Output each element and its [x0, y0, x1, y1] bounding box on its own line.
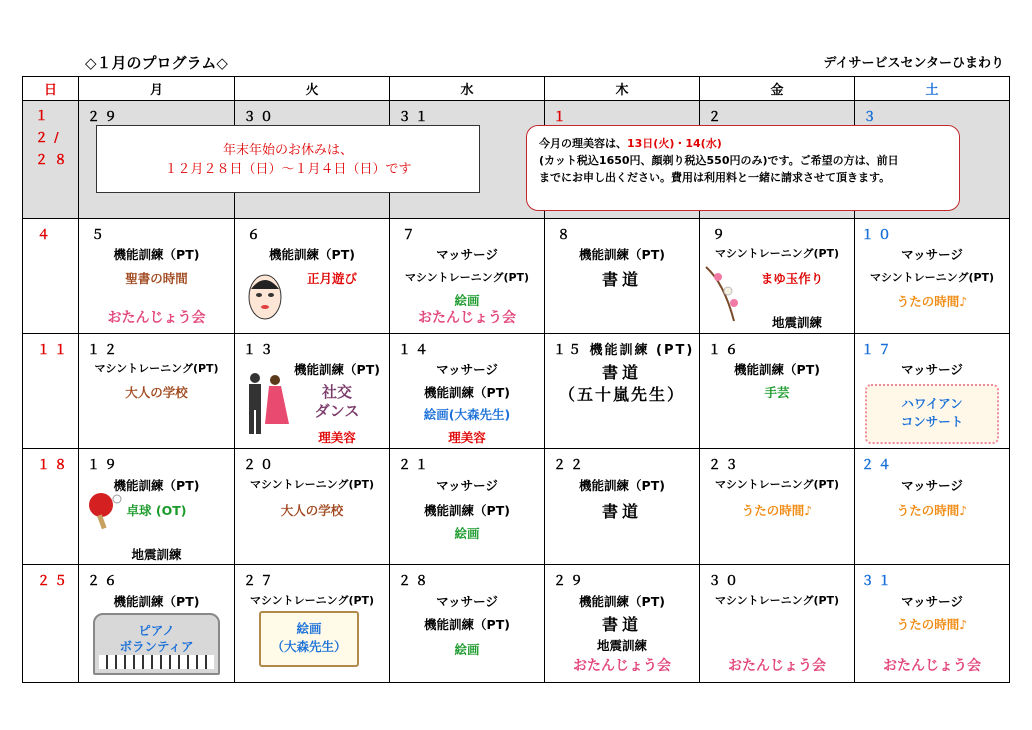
- day-number: ９: [712, 228, 730, 243]
- activity-uta: うたの時間♪: [896, 294, 968, 309]
- weekday-tue: 火: [235, 77, 390, 101]
- activity-massage: マッサージ: [901, 362, 963, 377]
- week-row-3: [23, 334, 1010, 449]
- activity-kinou: 機能訓練（PT): [424, 385, 510, 400]
- activity-kaiga: 絵画: [454, 293, 480, 308]
- activity-kaiga: 絵画: [454, 642, 480, 657]
- activity-kaiga-omori: 絵画(大森先生): [423, 407, 511, 422]
- day-cell: [390, 334, 545, 449]
- activity-massage: マッサージ: [436, 478, 498, 493]
- weekday-fri: 金: [700, 77, 855, 101]
- birthday-banner: おたんじょう会: [418, 310, 516, 326]
- activity-kinou: 機能訓練（PT): [113, 478, 200, 493]
- day-cell: [545, 449, 700, 565]
- activity-machine: マシントレーニング(PT): [249, 594, 375, 607]
- day-number: ３１: [861, 574, 896, 589]
- day-cell: [79, 449, 235, 565]
- day-number: ２４: [861, 458, 896, 473]
- activity-uta: うたの時間♪: [896, 503, 968, 518]
- activity-shodo: 書道: [601, 270, 642, 289]
- activity-otona: 大人の学校: [125, 385, 188, 400]
- day-number: ２９: [87, 110, 122, 125]
- birthday-banner: おたんじょう会: [107, 310, 206, 326]
- activity-dance: ダンス: [314, 402, 360, 420]
- day-number: １１: [37, 343, 72, 358]
- day-number: ７: [402, 228, 420, 243]
- fukuwarai-mask-icon: [245, 269, 285, 325]
- activity-shugei: 手芸: [764, 385, 790, 400]
- dancers-icon: [237, 368, 293, 440]
- activity-mayu: まゆ玉作り: [760, 271, 824, 286]
- activity-shakou: 社交: [321, 383, 352, 401]
- weekday-header-row: [23, 77, 1010, 101]
- day-number: ３: [863, 110, 881, 125]
- activity-massage: マッサージ: [436, 594, 498, 609]
- day-number: ２２: [553, 458, 588, 473]
- day-cell: [855, 334, 1010, 449]
- day-number: ２８: [398, 574, 433, 589]
- day-number: ２: [708, 110, 726, 125]
- activity-kinou: 機能訓練（PT): [579, 594, 665, 609]
- weekday-mon: 月: [79, 77, 235, 101]
- birthday-banner: おたんじょう会: [573, 658, 671, 674]
- day-cell: [855, 565, 1010, 683]
- activity-kinou: 機能訓練（PT): [734, 362, 820, 377]
- day-number: ５: [91, 228, 109, 243]
- activity-omori: （大森先生）: [271, 639, 347, 654]
- day-number: １２/ ２８: [35, 109, 74, 168]
- day-number: ３１: [398, 110, 433, 125]
- activity-kinou: 機能訓練（PT): [424, 617, 510, 632]
- barber-notice: [526, 125, 960, 211]
- activity-concert: コンサート: [900, 414, 964, 429]
- activity-kinou: 機能訓練（PT): [113, 247, 200, 262]
- day-cell: [23, 219, 79, 334]
- day-number: １８: [37, 458, 72, 473]
- activity-uta: うたの時間♪: [896, 617, 968, 632]
- activity-kinou: 機能訓練（PT): [424, 503, 510, 518]
- day-cell: [700, 334, 855, 449]
- day-number: １５ 機能訓練 (PT): [553, 343, 695, 358]
- mayudama-icon: [704, 263, 754, 323]
- day-cell: [545, 334, 700, 449]
- day-number: １２: [87, 343, 122, 358]
- day-cell: [79, 334, 235, 449]
- activity-piano: ピアノ: [138, 623, 175, 638]
- weekday-wed: 水: [390, 77, 545, 101]
- weekday-sat: 土: [855, 77, 1010, 101]
- barber-notice-line2: (カット税込1650円、顔剃り税込550円のみ)です。ご希望の方は、前日: [539, 154, 899, 167]
- week-row-4: [23, 449, 1010, 565]
- activity-riyou: 理美容: [448, 430, 486, 445]
- sketchbook-illustration: [259, 611, 359, 667]
- weekday-thu: 木: [545, 77, 700, 101]
- day-number: ２５: [37, 574, 72, 589]
- activity-hawaiian: ハワイアン: [901, 396, 963, 411]
- activity-seisho: 聖書の時間: [125, 271, 188, 286]
- day-cell: [23, 101, 79, 219]
- activity-takkyu: 卓球 (OT): [126, 503, 187, 518]
- day-cell: [545, 219, 700, 334]
- day-cell: [235, 565, 390, 683]
- day-number: ２７: [243, 574, 278, 589]
- activity-uta: うたの時間♪: [741, 503, 813, 518]
- day-cell: [855, 449, 1010, 565]
- hawaiian-frame: [865, 384, 999, 444]
- activity-kinou: 機能訓練（PT): [579, 478, 665, 493]
- holiday-notice-line2: １２月２８日（日）～１月４日（日）です: [164, 162, 412, 177]
- holiday-notice-line1: 年末年始のお休みは、: [222, 143, 353, 158]
- day-number: １４: [398, 343, 433, 358]
- day-cell: [855, 219, 1010, 334]
- activity-massage: マッサージ: [436, 362, 498, 377]
- activity-kaiga: 絵画: [296, 621, 322, 636]
- day-number: １６: [708, 343, 743, 358]
- activity-igarashi: （五十嵐先生）: [558, 385, 685, 404]
- activity-riyou: 理美容: [318, 430, 356, 445]
- activity-jishin: 地震訓練: [771, 315, 822, 330]
- day-number: ２３: [708, 458, 743, 473]
- week-row-5: [23, 565, 1010, 683]
- day-cell: [23, 449, 79, 565]
- activity-kinou: 機能訓練（PT): [269, 247, 355, 262]
- day-number: ４: [37, 228, 55, 243]
- holiday-notice: [96, 125, 480, 193]
- activity-machine: マシントレーニング(PT): [404, 271, 530, 284]
- day-number: １: [553, 110, 571, 125]
- day-number: ２１: [398, 458, 433, 473]
- birthday-banner: おたんじょう会: [728, 658, 826, 674]
- week-row-2: [23, 219, 1010, 334]
- day-number: １３: [243, 343, 278, 358]
- day-cell: [700, 565, 855, 683]
- birthday-banner: おたんじょう会: [883, 658, 981, 674]
- day-cell: [79, 565, 235, 683]
- day-number: ３０: [243, 110, 278, 125]
- day-number: ３０: [708, 574, 743, 589]
- weekday-sun: 日: [23, 77, 79, 101]
- activity-jishin: 地震訓練: [131, 547, 182, 562]
- piano-illustration: [93, 613, 220, 675]
- ping-pong-icon: [85, 491, 125, 535]
- day-cell: [390, 219, 545, 334]
- activity-kinou: 機能訓練（PT): [579, 247, 665, 262]
- activity-jishin: 地震訓練: [596, 638, 647, 653]
- day-number: ２９: [553, 574, 588, 589]
- activity-shodo: 書道: [601, 502, 642, 521]
- day-cell: [235, 334, 390, 449]
- day-cell: [235, 449, 390, 565]
- activity-massage: マッサージ: [901, 478, 963, 493]
- day-number: １７: [861, 343, 896, 358]
- activity-kaiga: 絵画: [454, 526, 480, 541]
- organization-name: デイサービスセンターひまわり: [823, 56, 1004, 71]
- day-cell: [390, 565, 545, 683]
- day-number: ８: [557, 228, 575, 243]
- day-number: ２０: [243, 458, 278, 473]
- activity-massage: マッサージ: [436, 247, 498, 262]
- piano-keys: [99, 655, 214, 669]
- barber-notice-line1: [539, 135, 947, 152]
- day-cell: [700, 449, 855, 565]
- page-title: ◇１月のプログラム◇: [85, 54, 228, 72]
- activity-massage: マッサージ: [901, 247, 963, 262]
- activity-massage: マッサージ: [901, 594, 963, 609]
- activity-volunteer: ボランティア: [119, 639, 194, 654]
- barber-dates: 13日(火)・14(水): [627, 137, 722, 150]
- activity-machine: マシントレーニング(PT): [869, 271, 995, 284]
- activity-machine: マシントレーニング(PT): [714, 594, 840, 607]
- day-number: １０: [861, 228, 896, 243]
- day-cell: [23, 334, 79, 449]
- barber-prefix: 今月の理美容は、: [539, 137, 627, 150]
- activity-shodo: 書道: [601, 615, 642, 634]
- activity-shodo: 書道: [601, 363, 642, 382]
- day-cell: [235, 219, 390, 334]
- activity-machine: マシントレーニング(PT): [94, 362, 219, 375]
- day-cell: [23, 565, 79, 683]
- activity-kinou: 機能訓練（PT): [294, 362, 380, 377]
- activity-shogatsu: 正月遊び: [306, 271, 357, 286]
- barber-notice-line3: までにお申し出ください。費用は利用料と一緒に請求させて頂きます。: [539, 171, 891, 184]
- day-cell: [700, 219, 855, 334]
- day-cell: [545, 565, 700, 683]
- activity-machine: マシントレーニング(PT): [714, 247, 840, 260]
- activity-otona: 大人の学校: [280, 503, 344, 518]
- day-cell: [390, 449, 545, 565]
- day-number: ６: [247, 228, 265, 243]
- activity-kinou: 機能訓練（PT): [113, 594, 200, 609]
- activity-machine: マシントレーニング(PT): [249, 478, 375, 491]
- activity-machine: マシントレーニング(PT): [714, 478, 840, 491]
- day-number: １９: [87, 458, 122, 473]
- day-number: ２６: [87, 574, 122, 589]
- day-cell: [79, 219, 235, 334]
